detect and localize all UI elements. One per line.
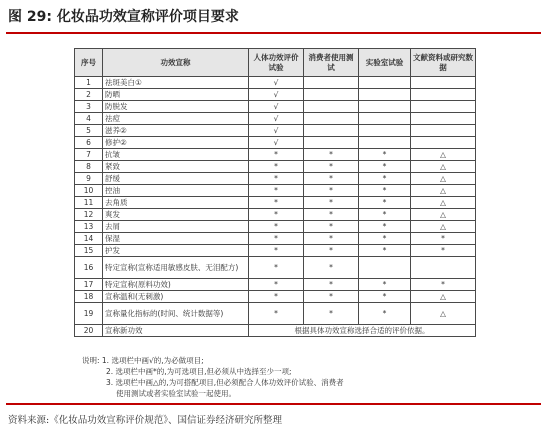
header-cell: 文献资料或研究数据	[411, 49, 476, 77]
table-cell	[411, 101, 476, 113]
table-cell: 宣称新功效	[103, 325, 249, 337]
table-cell: *	[249, 221, 304, 233]
table-cell: *	[249, 197, 304, 209]
table-cell: 祛痘	[103, 113, 249, 125]
table-cell: *	[304, 149, 359, 161]
table-cell: 13	[75, 221, 103, 233]
table-cell: △	[411, 161, 476, 173]
table-cell: 3	[75, 101, 103, 113]
table-cell: √	[249, 137, 304, 149]
table-cell: 2	[75, 89, 103, 101]
table-cell: 防脱发	[103, 101, 249, 113]
table-cell	[411, 77, 476, 89]
table-cell: √	[249, 89, 304, 101]
table-cell	[359, 89, 411, 101]
table-row	[75, 291, 476, 303]
table-cell: *	[304, 221, 359, 233]
table-cell: √	[249, 101, 304, 113]
table-cell	[359, 125, 411, 137]
table-cell: *	[359, 209, 411, 221]
table-row	[75, 197, 476, 209]
table-cell: 祛斑美白①	[103, 77, 249, 89]
table-cell: 控油	[103, 185, 249, 197]
table-cell: *	[304, 279, 359, 291]
table-row	[75, 101, 476, 113]
figure-title: 图 29: 化妆品功效宣称评价项目要求	[8, 9, 239, 25]
table-cell	[359, 113, 411, 125]
table-cell: 爽发	[103, 209, 249, 221]
table-cell: 护发	[103, 245, 249, 257]
table-row	[75, 257, 476, 279]
table-cell: √	[249, 113, 304, 125]
table-cell: *	[249, 279, 304, 291]
table-cell: 去角质	[103, 197, 249, 209]
table-cell: *	[249, 303, 304, 325]
header-cell: 实验室试验	[359, 49, 411, 77]
requirements-table	[74, 48, 476, 337]
table-cell: *	[249, 257, 304, 279]
table-cell: *	[249, 233, 304, 245]
table-row	[75, 245, 476, 257]
table-cell: 20	[75, 325, 103, 337]
table-cell: 修护②	[103, 137, 249, 149]
table-cell: △	[411, 173, 476, 185]
table-cell: *	[304, 245, 359, 257]
table-cell: 19	[75, 303, 103, 325]
table-cell: *	[304, 173, 359, 185]
table-row	[75, 279, 476, 291]
table-cell: *	[359, 173, 411, 185]
table-cell: 6	[75, 137, 103, 149]
table-cell: *	[359, 221, 411, 233]
table-cell: △	[411, 185, 476, 197]
table-cell: 8	[75, 161, 103, 173]
table-cell: 宣称量化指标的(时间、统计数据等)	[103, 303, 249, 325]
table-cell	[411, 137, 476, 149]
note-line: 2. 选项栏中画*的,为可选项目,但必须从中选择至少一项;	[106, 367, 292, 376]
table-cell: *	[411, 233, 476, 245]
footer-divider	[6, 403, 541, 405]
table-cell: 11	[75, 197, 103, 209]
table-cell: *	[359, 291, 411, 303]
header-cell: 消费者使用测试	[304, 49, 359, 77]
table-cell: *	[359, 149, 411, 161]
table-cell	[359, 257, 411, 279]
table-cell	[359, 137, 411, 149]
table-cell: △	[411, 291, 476, 303]
table-cell	[304, 101, 359, 113]
table-cell: *	[304, 209, 359, 221]
table-cell	[359, 77, 411, 89]
table-cell: 根据具体功效宣称选择合适的评价依据。	[249, 325, 476, 337]
table-row	[75, 209, 476, 221]
table-cell: √	[249, 125, 304, 137]
table-cell: *	[304, 233, 359, 245]
table-cell: *	[304, 197, 359, 209]
table-cell: *	[249, 173, 304, 185]
table-cell	[411, 257, 476, 279]
table-cell: *	[304, 303, 359, 325]
table-cell: 15	[75, 245, 103, 257]
table-row	[75, 89, 476, 101]
table-cell: 特定宣称(宣称适用敏感皮肤、无泪配方)	[103, 257, 249, 279]
table-cell: 5	[75, 125, 103, 137]
table-cell: *	[359, 185, 411, 197]
table-cell: *	[359, 233, 411, 245]
table-cell	[304, 137, 359, 149]
table-row	[75, 221, 476, 233]
table-cell: 保湿	[103, 233, 249, 245]
table-cell: 18	[75, 291, 103, 303]
table-row	[75, 137, 476, 149]
table-cell: 9	[75, 173, 103, 185]
note-line: 3. 选项栏中画△的,为可搭配项目,但必须配合人体功效评价试验、消费者	[106, 378, 344, 387]
table-body	[75, 77, 476, 337]
table-cell	[304, 89, 359, 101]
table-cell: 去屑	[103, 221, 249, 233]
header-cell: 序号	[75, 49, 103, 77]
table-cell	[304, 125, 359, 137]
table-row	[75, 325, 476, 337]
table-row	[75, 77, 476, 89]
table-cell: *	[249, 245, 304, 257]
table-cell: *	[304, 291, 359, 303]
title-divider	[6, 32, 541, 34]
table-cell: △	[411, 197, 476, 209]
table-cell: *	[304, 161, 359, 173]
table-row	[75, 161, 476, 173]
table-cell	[304, 113, 359, 125]
table-cell: 4	[75, 113, 103, 125]
header-cell: 功效宣称	[103, 49, 249, 77]
table-cell: *	[304, 185, 359, 197]
table-cell: *	[304, 257, 359, 279]
table-cell: 7	[75, 149, 103, 161]
table-row	[75, 303, 476, 325]
table-cell: *	[249, 185, 304, 197]
table-cell: 14	[75, 233, 103, 245]
table-cell: *	[411, 245, 476, 257]
table-cell	[411, 113, 476, 125]
note-line: 使用测试或者实验室试验一起使用。	[116, 389, 236, 398]
table-cell	[304, 77, 359, 89]
table-cell: 12	[75, 209, 103, 221]
table-cell: *	[359, 161, 411, 173]
table-cell: 滋养②	[103, 125, 249, 137]
table-row	[75, 233, 476, 245]
table-cell: 抗皱	[103, 149, 249, 161]
table-cell: *	[411, 279, 476, 291]
note-line: 说明: 1. 选项栏中画√的,为必做项目;	[82, 356, 204, 365]
requirements-table-image	[74, 48, 475, 348]
table-cell: *	[359, 303, 411, 325]
table-cell: △	[411, 149, 476, 161]
table-cell: 特定宣称(原料功效)	[103, 279, 249, 291]
table-row	[75, 149, 476, 161]
table-cell: 舒缓	[103, 173, 249, 185]
header-cell: 人体功效评价试验	[249, 49, 304, 77]
table-cell: 宣称温和(无刺激)	[103, 291, 249, 303]
table-cell	[411, 125, 476, 137]
table-cell: 防晒	[103, 89, 249, 101]
table-cell: △	[411, 221, 476, 233]
table-row	[75, 173, 476, 185]
table-row	[75, 113, 476, 125]
table-cell	[359, 101, 411, 113]
table-cell: 紧致	[103, 161, 249, 173]
table-row	[75, 125, 476, 137]
table-cell: *	[359, 279, 411, 291]
table-cell: *	[249, 149, 304, 161]
table-cell: 1	[75, 77, 103, 89]
table-cell: 16	[75, 257, 103, 279]
table-header-row	[75, 49, 476, 77]
table-cell: *	[249, 209, 304, 221]
source-note: 资料来源:《化妆品功效宣称评价规范》、国信证券经济研究所整理	[8, 415, 282, 426]
table-cell: *	[359, 245, 411, 257]
table-cell: *	[249, 291, 304, 303]
table-notes	[82, 355, 482, 399]
table-cell: *	[249, 161, 304, 173]
table-cell: △	[411, 303, 476, 325]
table-cell	[411, 89, 476, 101]
table-row	[75, 185, 476, 197]
table-cell: *	[359, 197, 411, 209]
table-cell: △	[411, 209, 476, 221]
table-cell: √	[249, 77, 304, 89]
table-cell: 10	[75, 185, 103, 197]
table-cell: 17	[75, 279, 103, 291]
